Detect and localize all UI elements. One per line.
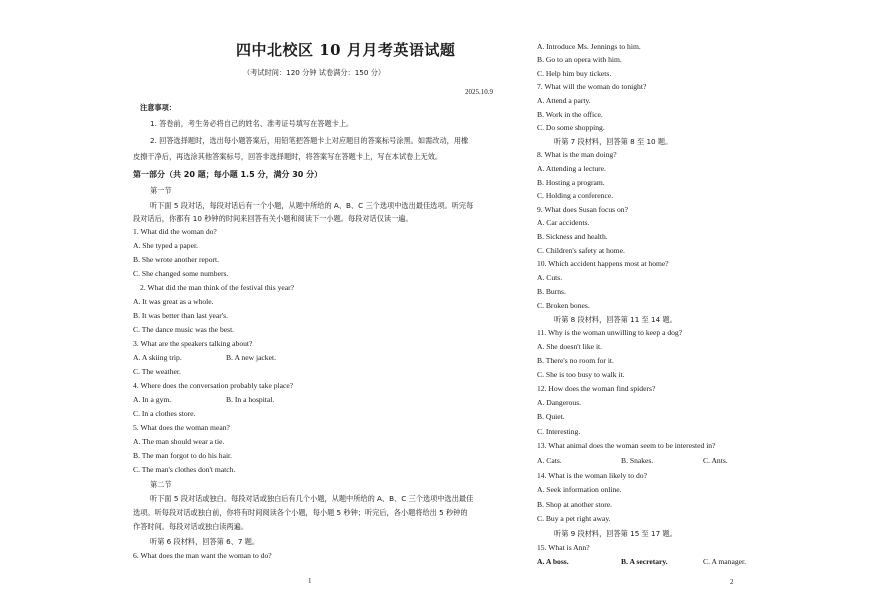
question-6-option-c: C. Help him buy tickets. (537, 69, 612, 78)
question-7-option-b: B. Work in the office. (537, 110, 603, 119)
question-12: 12. How does the woman find spiders? (537, 384, 656, 393)
page-number-1: 1 (308, 577, 312, 585)
part1-heading: 第一部分（共 20 题；每小题 1.5 分，满分 30 分） (133, 170, 323, 179)
notice-item-2-line-2: 皮擦干净后，再选涂其他答案标号，回答非选择题时，将答案写在答题卡上，写在本试卷上无效。 (133, 152, 443, 161)
section2-instructions-line-3: 作答时间。每段对话或独白读两遍。 (133, 522, 249, 531)
passage-7-instruction: 听第 7 段材料，回答第 8 至 10 题。 (554, 137, 673, 146)
section2-heading: 第二节 (150, 480, 172, 489)
exam-date: 2025.10.9 (465, 88, 493, 96)
question-13-option-c: C. Ants. (703, 456, 728, 465)
section2-instructions-line-1: 听下面 5 段对话或独白。每段对话或独白后有几个小题，从题中所给的 A、B、C 三个选项中选出最佳 (150, 494, 474, 503)
question-6-option-b: B. Go to an opera with him. (537, 55, 622, 64)
question-14-option-c: C. Buy a pet right away. (537, 514, 611, 523)
question-5-option-c: C. The man's clothes don't match. (133, 465, 236, 474)
question-2: 2. What did the man think of the festival this year? (140, 283, 295, 292)
question-6-option-a: A. Introduce Ms. Jennings to him. (537, 42, 641, 51)
question-13: 13. What animal does the woman seem to be interested in? (537, 441, 716, 450)
page-number-2: 2 (730, 578, 734, 586)
passage-6-instruction: 听第 6 段材料，回答第 6、7 题。 (150, 537, 260, 546)
question-9-option-a: A. Car accidents. (537, 218, 590, 227)
question-7-option-a: A. Attend a party. (537, 96, 591, 105)
question-1-option-b: B. She wrote another report. (133, 255, 220, 264)
question-7-option-c: C. Do some shopping. (537, 123, 605, 132)
question-5: 5. What does the woman mean? (133, 423, 230, 432)
question-10-option-c: C. Broken bones. (537, 301, 590, 310)
question-11-option-c: C. She is too busy to walk it. (537, 370, 625, 379)
question-9-option-c: C. Children's safety at home. (537, 246, 625, 255)
question-2-option-b: B. It was better than last year's. (133, 311, 228, 320)
question-15: 15. What is Ann? (537, 543, 590, 552)
question-3-option-a: A. A skiing trip. (133, 353, 182, 362)
question-15-option-c: C. A manager. (703, 557, 747, 566)
question-11-option-b: B. There's no room for it. (537, 356, 614, 365)
question-5-option-a: A. The man should wear a tie. (133, 437, 225, 446)
question-14-option-a: A. Seek information online. (537, 485, 622, 494)
question-4-option-a: A. In a gym. (133, 395, 172, 404)
question-3-option-b: B. A new jacket. (226, 353, 276, 362)
question-2-option-c: C. The dance music was the best. (133, 325, 235, 334)
question-12-option-b: B. Quiet. (537, 412, 565, 421)
question-12-option-a: A. Dangerous. (537, 398, 582, 407)
passage-9-instruction: 听第 9 段材料，回答第 15 至 17 题。 (554, 529, 677, 538)
question-15-option-b: B. A secretary. (621, 557, 668, 566)
question-13-option-b: B. Snakes. (621, 456, 654, 465)
notice-heading: 注意事项： (140, 103, 176, 112)
question-8-option-c: C. Holding a conference. (537, 191, 614, 200)
section1-instructions-line-1: 听下面 5 段对话，每段对话后有一个小题，从题中所给的 A、B、C 三个选项中选出最佳选项。听完每 (150, 201, 474, 210)
question-14: 14. What is the woman likely to do? (537, 471, 647, 480)
question-4-option-b: B. In a hospital. (226, 395, 275, 404)
question-15-option-a: A. A boss. (537, 557, 569, 566)
question-3-option-c: C. The weather. (133, 367, 181, 376)
section1-instructions-line-2: 段对话后，你都有 10 秒钟的时间来回答有关小题和阅读下一小题。每段对话仅读一遍。 (133, 214, 413, 223)
question-8-option-b: B. Hosting a program. (537, 178, 605, 187)
question-13-option-a: A. Cats. (537, 456, 562, 465)
question-1: 1. What did the woman do? (133, 227, 217, 236)
question-10-option-a: A. Cuts. (537, 273, 563, 282)
passage-8-instruction: 听第 8 段材料，回答第 11 至 14 题。 (554, 315, 677, 324)
question-6: 6. What does the man want the woman to do? (133, 551, 272, 560)
page-2 (435, 0, 870, 615)
question-8: 8. What is the man doing? (537, 150, 617, 159)
question-3: 3. What are the speakers talking about? (133, 339, 253, 348)
question-1-option-a: A. She typed a paper. (133, 241, 198, 250)
question-11: 11. Why is the woman unwilling to keep a dog? (537, 328, 683, 337)
question-10-option-b: B. Burns. (537, 287, 566, 296)
notice-item-1: 1. 答卷前，考生务必将自己的姓名、准考证号填写在答题卡上。 (150, 119, 354, 128)
question-4-option-c: C. In a clothes store. (133, 409, 196, 418)
question-8-option-a: A. Attending a lecture. (537, 164, 606, 173)
section1-heading: 第一节 (150, 186, 172, 195)
question-11-option-a: A. She doesn't like it. (537, 342, 603, 351)
exam-title: 四中北校区 10 月月考英语试题 (236, 41, 456, 59)
question-2-option-a: A. It was great as a whole. (133, 297, 214, 306)
question-1-option-c: C. She changed some numbers. (133, 269, 229, 278)
exam-subtitle: （考试时间：120 分钟 试卷满分：150 分） (243, 68, 386, 77)
question-9-option-b: B. Sickness and health. (537, 232, 608, 241)
question-9: 9. What does Susan focus on? (537, 205, 628, 214)
question-14-option-b: B. Shop at another store. (537, 500, 613, 509)
question-10: 10. Which accident happens most at home? (537, 259, 669, 268)
question-7: 7. What will the woman do tonight? (537, 82, 647, 91)
section2-instructions-line-2: 选项。听每段对话或独白前，你将有时间阅读各个小题，每小题 5 秒钟；听完后，各小题将给出 5 秒钟的 (133, 508, 468, 517)
question-12-option-c: C. Interesting. (537, 427, 581, 436)
question-4: 4. Where does the conversation probably take place? (133, 381, 294, 390)
notice-item-2-line-1: 2. 回答选择题时，选出每小题答案后，用铅笔把答题卡上对应题目的答案标号涂黑。如需改动，用橡 (150, 136, 469, 145)
question-5-option-b: B. The man forgot to do his hair. (133, 451, 233, 460)
